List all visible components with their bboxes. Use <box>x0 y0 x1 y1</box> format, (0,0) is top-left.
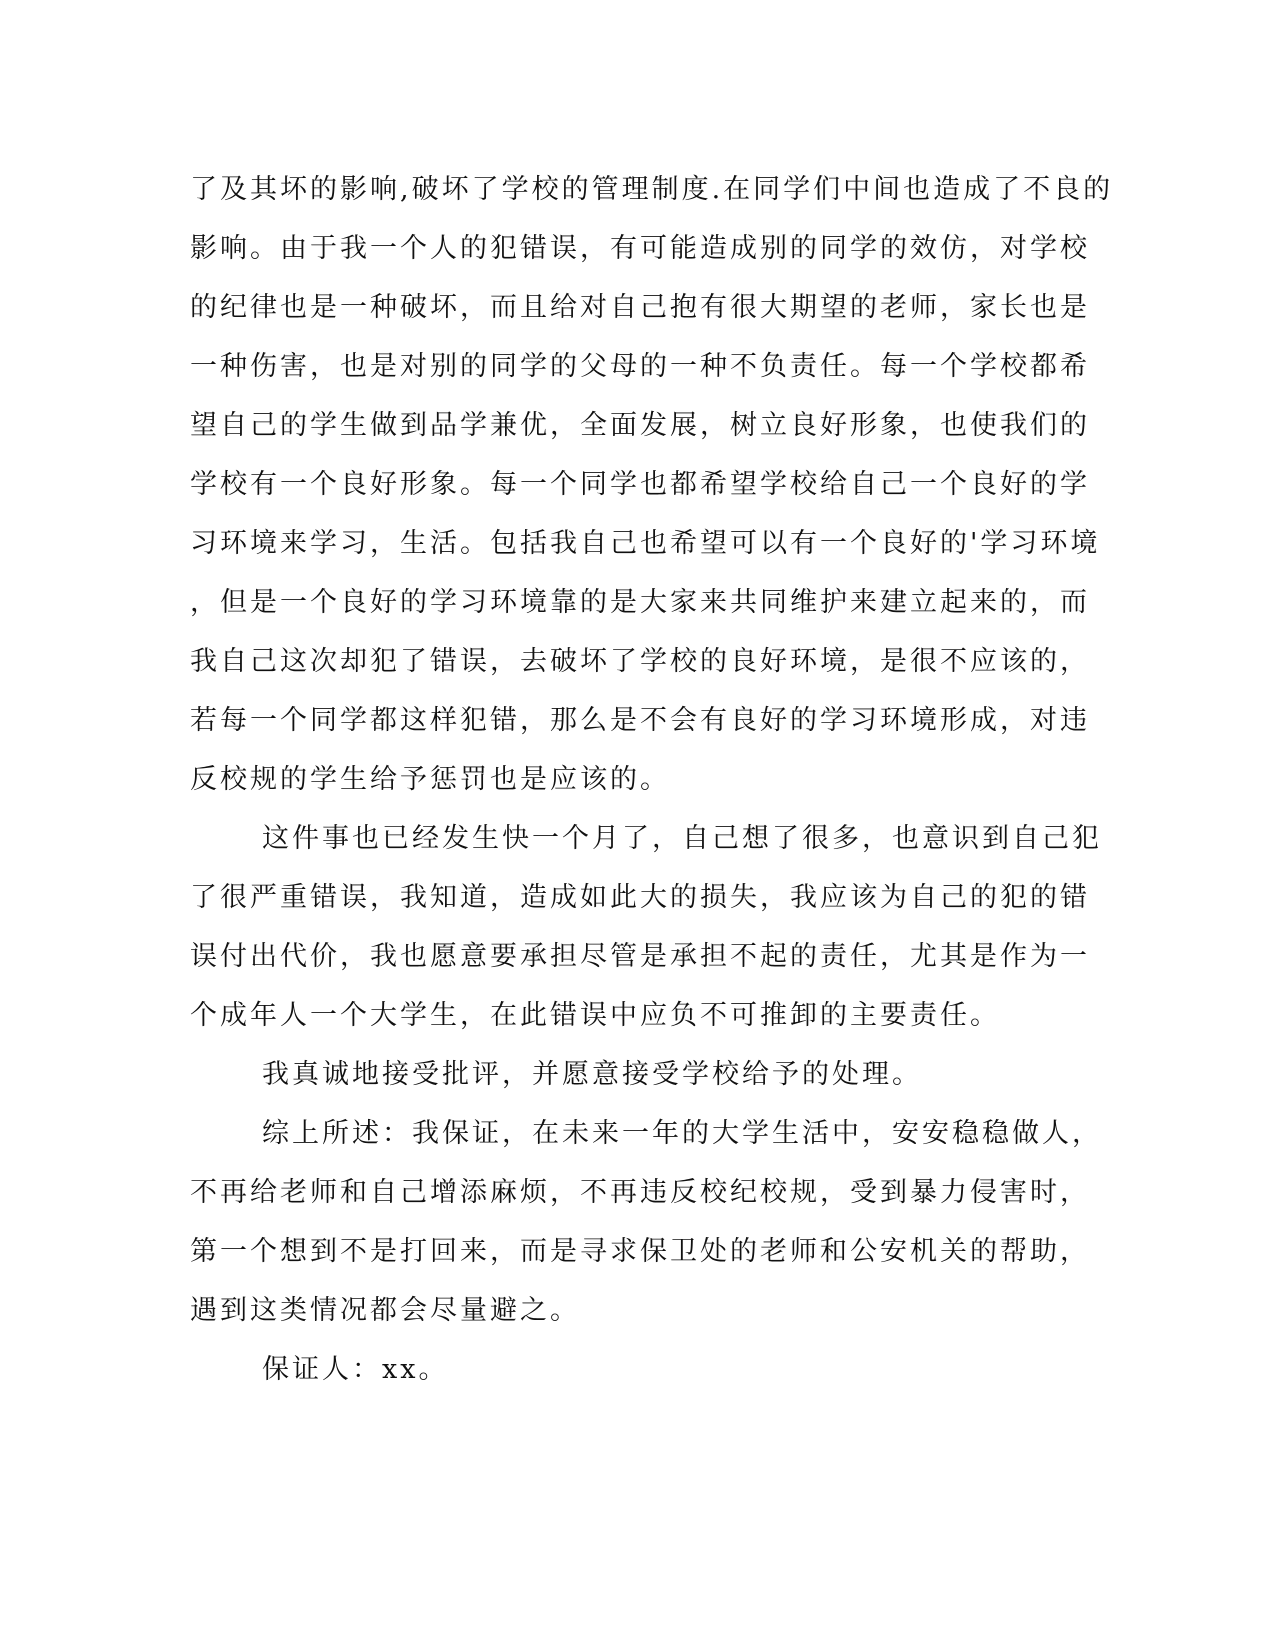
text-line: 个成年人一个大学生，在此错误中应负不可推卸的主要责任。 <box>190 1000 1000 1031</box>
text-line: 不再给老师和自己增添麻烦，不再违反校纪校规，受到暴力侵害时， <box>190 1177 1090 1208</box>
text-line: 遇到这类情况都会尽量避之。 <box>190 1295 580 1326</box>
text-line: ，但是一个良好的学习环境靠的是大家来共同维护来建立起来的，而 <box>190 587 1090 618</box>
text-line: 影响。由于我一个人的犯错误，有可能造成别的同学的效仿，对学校 <box>190 233 1090 264</box>
document-body <box>190 160 1114 1399</box>
text-line: 学校有一个良好形象。每一个同学也都希望学校给自己一个良好的学 <box>190 469 1090 500</box>
text-line: 了及其坏的影响,破坏了学校的管理制度.在同学们中间也造成了不良的 <box>190 174 1114 205</box>
text-line: 反校规的学生给予惩罚也是应该的。 <box>190 764 670 795</box>
text-line: 一种伤害，也是对别的同学的父母的一种不负责任。每一个学校都希 <box>190 351 1090 382</box>
text-line: 望自己的学生做到品学兼优，全面发展，树立良好形象，也使我们的 <box>190 410 1090 441</box>
text-line: 习环境来学习，生活。包括我自己也希望可以有一个良好的'学习环境 <box>190 528 1101 559</box>
paragraph-start-line: 综上所述：我保证，在未来一年的大学生活中，安安稳稳做人， <box>262 1118 1102 1149</box>
text-line: 若每一个同学都这样犯错，那么是不会有良好的学习环境形成，对违 <box>190 705 1090 736</box>
signature-line: 保证人：xx。 <box>262 1354 449 1385</box>
text-line: 误付出代价，我也愿意要承担尽管是承担不起的责任，尤其是作为一 <box>190 941 1090 972</box>
text-line: 第一个想到不是打回来，而是寻求保卫处的老师和公安机关的帮助， <box>190 1236 1090 1267</box>
paragraph-start-line: 我真诚地接受批评，并愿意接受学校给予的处理。 <box>262 1059 922 1090</box>
paragraph-start-line: 这件事也已经发生快一个月了，自己想了很多，也意识到自己犯 <box>262 823 1102 854</box>
text-line: 的纪律也是一种破坏，而且给对自己抱有很大期望的老师，家长也是 <box>190 292 1090 323</box>
text-line: 我自己这次却犯了错误，去破坏了学校的良好环境，是很不应该的， <box>190 646 1090 677</box>
text-line: 了很严重错误，我知道，造成如此大的损失，我应该为自己的犯的错 <box>190 882 1090 913</box>
